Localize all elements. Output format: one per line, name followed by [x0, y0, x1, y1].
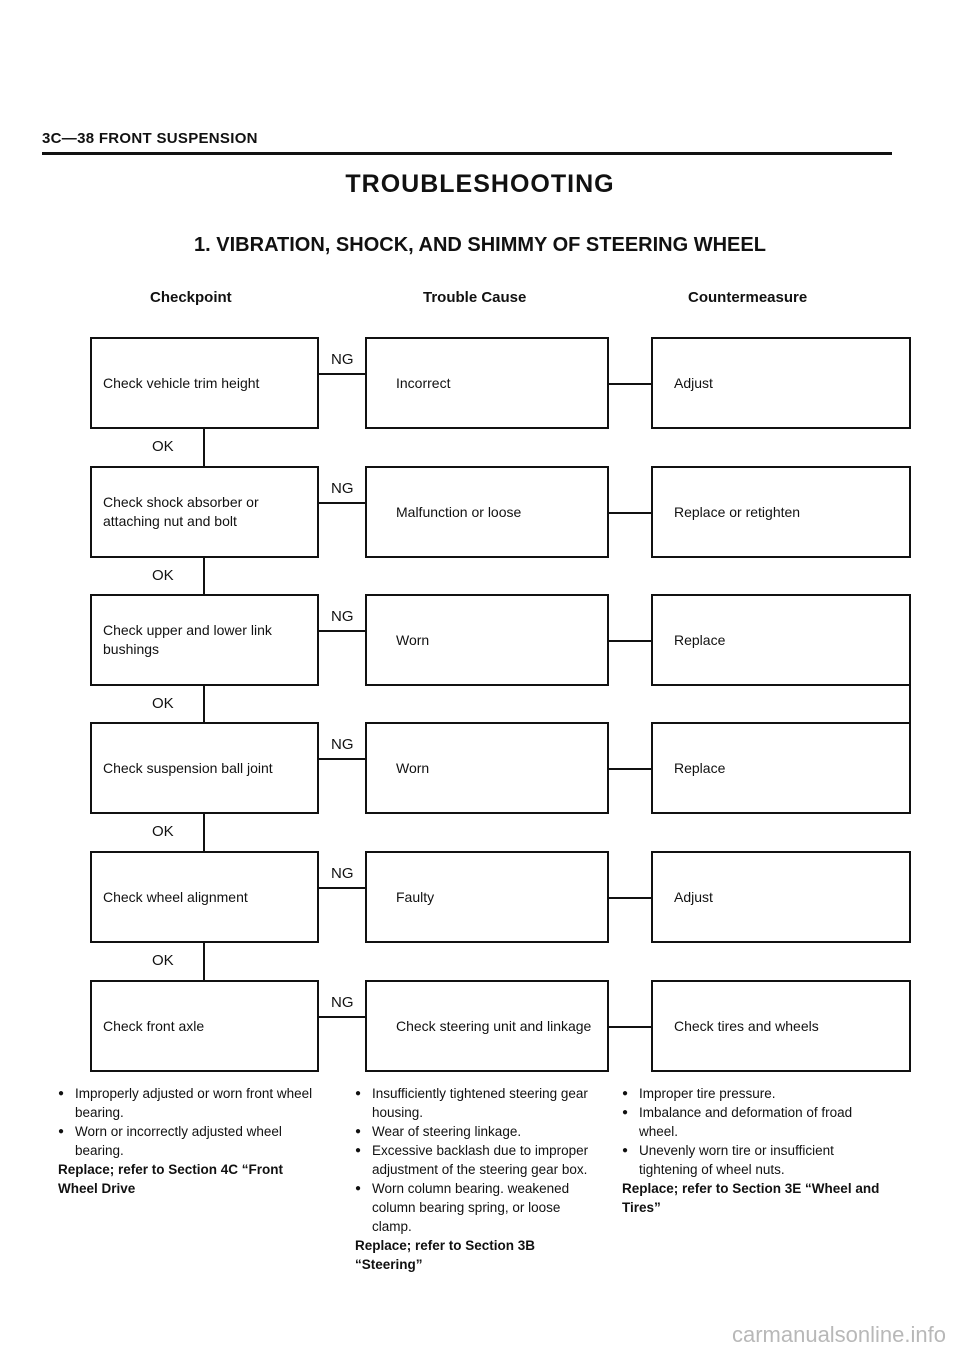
- note-item: ● Excessive backlash due to improper adjustment of the steering gear box.: [355, 1141, 595, 1179]
- checkpoint-text: Check suspension ball joint: [103, 759, 273, 776]
- checkpoint-box: [90, 980, 319, 1072]
- cause-connector: [609, 640, 651, 642]
- cause-connector: [609, 1026, 651, 1028]
- cause-connector: [609, 512, 651, 514]
- measure-text: Adjust: [674, 374, 713, 391]
- measure-box: [651, 722, 911, 814]
- checkpoint-box: [90, 722, 319, 814]
- column-header-measure: Countermeasure: [688, 289, 808, 306]
- page-title: TROUBLESHOOTING: [345, 170, 615, 198]
- ng-connector: [319, 373, 365, 375]
- note-reference: Replace; refer to Section 3B “Steering”: [355, 1238, 536, 1272]
- note-reference: Replace; refer to Section 4C “Front Wheel Drive: [58, 1162, 284, 1196]
- cause-text: Worn: [396, 631, 430, 648]
- measure-connector: [909, 686, 911, 722]
- measure-text: Replace or retighten: [674, 503, 801, 520]
- checkpoint-box: [90, 337, 319, 429]
- note-item: ● Worn or incorrectly adjusted wheel bearing.: [58, 1122, 318, 1160]
- cause-box: [365, 466, 609, 558]
- ok-connector: [203, 814, 205, 851]
- ng-connector: [319, 502, 365, 504]
- ok-label: OK: [152, 438, 174, 455]
- watermark: carmanualsonline.info: [731, 1322, 946, 1347]
- column-header-checkpoint: Checkpoint: [150, 289, 232, 306]
- note-reference: Replace; refer to Section 3E “Wheel and Tires”: [622, 1181, 880, 1215]
- note-item: ● Improper tire pressure.: [622, 1084, 882, 1103]
- cause-box: [365, 594, 609, 686]
- ng-connector: [319, 630, 365, 632]
- page-header: 3C—38 FRONT SUSPENSION: [42, 130, 258, 147]
- measure-text: Adjust: [674, 888, 713, 905]
- note-item: ● Wear of steering linkage.: [355, 1122, 595, 1141]
- ok-connector: [203, 686, 205, 722]
- checkpoint-box: [90, 594, 319, 686]
- note-item: ● Imbalance and deformation of froad wheel.: [622, 1103, 882, 1141]
- measure-box: [651, 337, 911, 429]
- note-item: ● Worn column bearing. weakened column bearing spring, or loose clamp.: [355, 1179, 595, 1236]
- cause-box: [365, 337, 609, 429]
- ng-label: NG: [331, 865, 354, 882]
- notes-middle: [355, 1084, 595, 1274]
- checkpoint-box: [90, 851, 319, 943]
- measure-box: [651, 980, 911, 1072]
- section-subtitle: 1. VIBRATION, SHOCK, AND SHIMMY OF STEERING WHEEL: [194, 234, 766, 256]
- column-header-cause: Trouble Cause: [423, 289, 527, 306]
- cause-box: [365, 851, 609, 943]
- measure-text: Replace: [674, 759, 726, 776]
- ng-connector: [319, 887, 365, 889]
- cause-connector: [609, 768, 651, 770]
- notes-right: [622, 1084, 882, 1217]
- measure-box: [651, 466, 911, 558]
- cause-text: Check steering unit and linkage: [396, 1017, 592, 1034]
- ng-label: NG: [331, 480, 354, 497]
- checkpoint-text: Check wheel alignment: [103, 888, 248, 905]
- cause-connector: [609, 383, 651, 385]
- ng-connector: [319, 1016, 365, 1018]
- ok-label: OK: [152, 952, 174, 969]
- ng-label: NG: [331, 608, 354, 625]
- checkpoint-text: Check vehicle trim height: [103, 374, 260, 391]
- ok-label: OK: [152, 695, 174, 712]
- checkpoint-text: Check upper and lower link bushings: [103, 622, 272, 657]
- cause-text: Faulty: [396, 888, 435, 905]
- note-item: ● Improperly adjusted or worn front wheel bearing.: [58, 1084, 318, 1122]
- header-rule: [42, 152, 892, 155]
- ok-label: OK: [152, 823, 174, 840]
- measure-box: [651, 594, 911, 686]
- checkpoint-text: Check shock absorber or attaching nut and bolt: [103, 494, 259, 529]
- cause-text: Incorrect: [396, 374, 451, 391]
- cause-connector: [609, 897, 651, 899]
- ok-connector: [203, 943, 205, 980]
- ng-label: NG: [331, 736, 354, 753]
- ok-connector: [203, 429, 205, 466]
- measure-box: [651, 851, 911, 943]
- cause-text: Worn: [396, 759, 430, 776]
- note-item: ● Insufficiently tightened steering gear housing.: [355, 1084, 595, 1122]
- ng-label: NG: [331, 351, 354, 368]
- checkpoint-text: Check front axle: [103, 1017, 205, 1034]
- measure-text: Replace: [674, 631, 726, 648]
- cause-text: Malfunction or loose: [396, 503, 522, 520]
- ok-connector: [203, 558, 205, 594]
- cause-box: [365, 980, 609, 1072]
- measure-text: Check tires and wheels: [674, 1017, 819, 1034]
- checkpoint-box: [90, 466, 319, 558]
- note-item: ● Unevenly worn tire or insufficient tightening of wheel nuts.: [622, 1141, 882, 1179]
- ng-connector: [319, 758, 365, 760]
- ng-label: NG: [331, 994, 354, 1011]
- notes-left: [58, 1084, 318, 1198]
- cause-box: [365, 722, 609, 814]
- ok-label: OK: [152, 567, 174, 584]
